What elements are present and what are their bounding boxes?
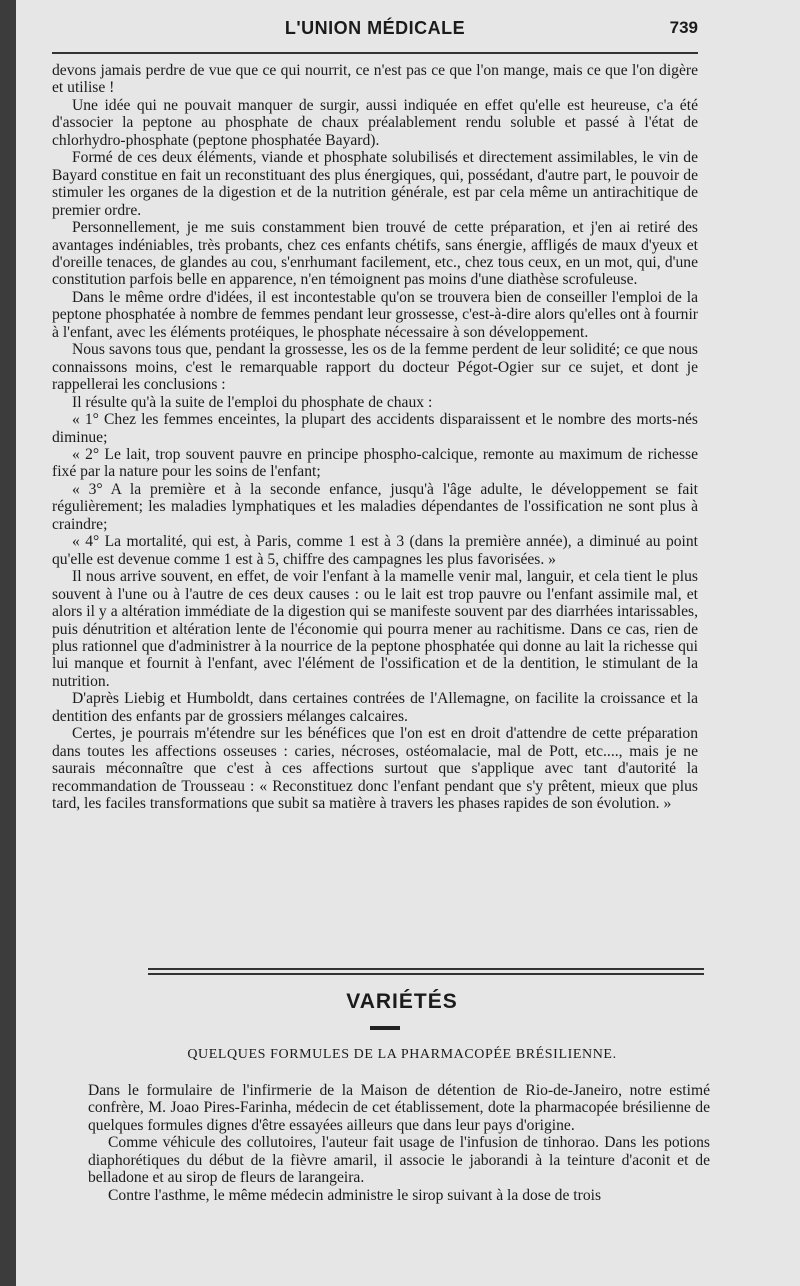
paragraph: devons jamais perdre de vue que ce qui nourrit, ce n'est pas ce que l'on mange, mais ce que l'on digère et utilise ! [52, 62, 698, 97]
paragraph: Certes, je pourrais m'étendre sur les bénéfices que l'on est en droit d'attendre de cette préparation dans toutes les affections osseuses : caries, nécroses, ostéomalacie, mal de Pott, etc...., mais je ne saurais méconnaître que c'est à ces affections surtout que s'applique avec tant d'autorité la recommandation de Trousseau : « Reconstituez donc l'enfant pendant que s'y prêtent, mieux que plus tard, les faciles transformations que subit sa matière à travers les phases rapides de son évolution. » [52, 725, 698, 813]
quote-item: « 4° La mortalité, qui est, à Paris, comme 1 est à 3 (dans la première année), a diminué au point qu'elle est devenue comme 1 est à 5, chiffre des campagnes les plus favorisées. » [52, 533, 698, 568]
paragraph: D'après Liebig et Humboldt, dans certaines contrées de l'Allemagne, on facilite la croissance et la dentition des enfants par de grossiers mélanges calcaires. [52, 690, 698, 725]
paragraph: Personnellement, je me suis constamment bien trouvé de cette préparation, et j'en ai retiré des avantages indéniables, très probants, chez ces enfants chétifs, sans énergie, affligés de maux d'yeux et d'oreille tenaces, de glandes au cou, s'enrhumant facilement, etc., chez tous ceux, en un mot, qui, d'une constitution parfois belle en apparence, n'en témoignent pas moins d'une diathèse scrofuleuse. [52, 219, 698, 289]
paragraph: Une idée qui ne pouvait manquer de surgir, aussi indiquée en effet qu'elle est heureuse, c'a été d'associer la peptone au phosphate de chaux préalablement rendu soluble et passé à l'état de chlorhydro-phosphate (peptone phosphatée Bayard). [52, 96, 698, 149]
title-underline [370, 1026, 400, 1030]
section-body [88, 1082, 710, 1204]
page-number: 739 [669, 18, 698, 37]
paragraph: Comme véhicule des collutoires, l'auteur fait usage de l'infusion de tinhorao. Dans les potions diaphorétiques du début de la fièvre amaril, il associe le jaborandi à la teinture d'aconit et de belladone et au sirop de fleurs de larangeira. [88, 1134, 710, 1187]
quote-item: « 2° Le lait, trop souvent pauvre en principe phospho-calcique, remonte au maximum de richesse fixé par la nature pour les soins de l'enfant; [52, 445, 698, 481]
running-title: L'UNION MÉDICALE [284, 18, 466, 38]
paragraph: Il nous arrive souvent, en effet, de voir l'enfant à la mamelle venir mal, languir, et cela tient le plus souvent à l'une ou à l'autre de ces deux causes : ou le lait est trop pauvre ou l'enfant assimile mal, et alors il y a altération immédiate de la digestion qui se manifeste souvent par des diarrhées intarissables, puis dénutrition et altération lente de l'économie qui pourra mener au rachitisme. Dans ce cas, rien de plus rationnel que d'administrer à la nourrice de la peptone phosphatée qui donne au lait la richesse qui lui manque et fournit à l'enfant, avec l'élément de l'ossification et de la dentition, le stimulant de la nutrition. [52, 568, 698, 690]
quote-item: « 3° A la première et à la seconde enfance, jusqu'à l'âge adulte, le développement se fait régulièrement; les maladies lymphatiques et les maladies dépendantes de l'ossification ne sont plus à craindre; [52, 480, 698, 533]
book-gutter [0, 0, 16, 1286]
section-divider [148, 973, 704, 975]
page-header [52, 18, 698, 44]
quote-item: « 1° Chez les femmes enceintes, la plupart des accidents disparaissent et le nombre des morts-nés diminue; [52, 411, 698, 446]
paragraph: Dans le formulaire de l'infirmerie de la Maison de détention de Rio-de-Janeiro, notre estimé confrère, M. Joao Pires-Farinha, médecin de cet établissement, dote la pharmacopée brésilienne de quelques formules dignes d'être essayées ailleurs que dans leur pays d'origine. [88, 1082, 710, 1134]
paragraph: Contre l'asthme, le même médecin administre le sirop suivant à la dose de trois [108, 1186, 602, 1204]
paragraph: Formé de ces deux éléments, viande et phosphate solubilisés et directement assimilables, le vin de Bayard constitue en fait un reconstituant des plus énergiques, qui, possédant, d'autre part, le pouvoir de stimuler les organes de la digestion et de la nutrition générale, est par cela même un antirachitique de premier ordre. [52, 149, 698, 219]
article-body [52, 62, 698, 812]
header-rule [52, 52, 698, 54]
paragraph: Nous savons tous que, pendant la grossesse, les os de la femme perdent de leur solidité; ce que nous connaissons moins, c'est le remarquable rapport du docteur Pégot-Ogier sur ce sujet, et dont je rappellerai les conclusions : [52, 341, 698, 394]
section-title: VARIÉTÉS [346, 990, 458, 1013]
article-subheading: QUELQUES FORMULES DE LA PHARMACOPÉE BRÉSILIENNE. [187, 1047, 617, 1062]
paragraph: Il résulte qu'à la suite de l'emploi du phosphate de chaux : [72, 393, 433, 411]
section-divider [148, 968, 704, 970]
paragraph: Dans le même ordre d'idées, il est incontestable qu'on se trouvera bien de conseiller l'emploi de la peptone phosphatée à nombre de femmes pendant leur grossesse, c'est-à-dire alors qu'elles ont à fournir à l'enfant, avec les éléments protéiques, le phosphate nécessaire à son développement. [52, 288, 698, 341]
